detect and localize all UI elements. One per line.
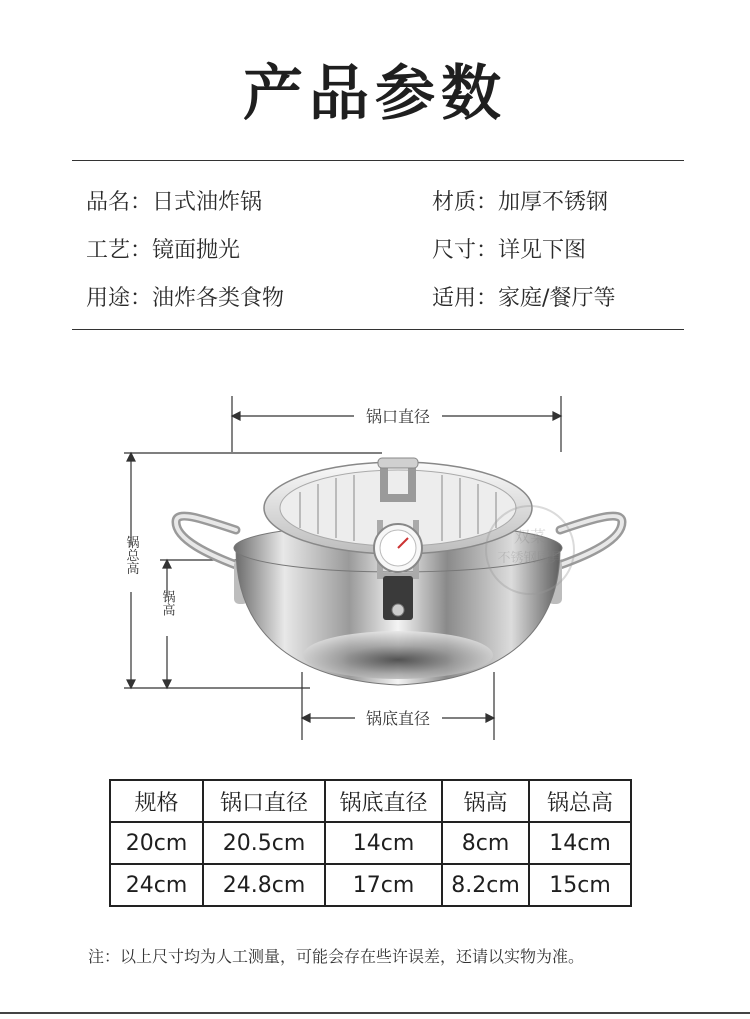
table-cell: 14cm: [529, 822, 631, 864]
spec-craft-value: 镜面抛光: [152, 238, 241, 263]
pot-illustration: [176, 458, 622, 685]
table-row: [110, 822, 631, 864]
table-cell: 20cm: [110, 822, 203, 864]
spec-suitable-key: 适用 ：: [432, 286, 498, 311]
header-cell: 规格: [110, 780, 203, 822]
table-cell: 8.2cm: [442, 864, 529, 906]
spec-size-value: 详见下图: [498, 238, 587, 263]
disclaimer-note: 注：以上尺寸均为人工测量，可能会存在些许误差，还请以实物为准。: [88, 947, 585, 966]
spec-craft-key: 工艺 ：: [86, 238, 152, 263]
spec-craft: [86, 233, 240, 264]
footer-divider: [0, 1012, 750, 1014]
spec-name-key: 品名 ：: [86, 190, 152, 215]
spec-name-value: 日式油炸锅: [152, 190, 263, 215]
table-cell: 8cm: [442, 822, 529, 864]
spec-suitable: [432, 281, 615, 312]
spec-material-key: 材质 ：: [432, 190, 498, 215]
total-height-label: 锅总高: [123, 535, 139, 575]
spec-suitable-value: 家庭/餐厅等: [498, 286, 616, 311]
size-table: [109, 779, 632, 907]
table-row: [110, 864, 631, 906]
spec-material-value: 加厚不锈钢: [498, 190, 609, 215]
table-cell: 24.8cm: [203, 864, 325, 906]
header-cell: 锅底直径: [325, 780, 442, 822]
spec-usage: [86, 281, 284, 312]
spec-material: [432, 185, 608, 216]
spec-name: [86, 185, 262, 216]
table-cell: 24cm: [110, 864, 203, 906]
spec-size-key: 尺寸 ：: [432, 238, 498, 263]
table-cell: 20.5cm: [203, 822, 325, 864]
spec-usage-key: 用途 ：: [86, 286, 152, 311]
table-cell: 17cm: [325, 864, 442, 906]
divider-bottom: [72, 329, 684, 330]
watermark-line1: 双菜: [513, 527, 547, 546]
mouth-diameter-label: 锅口直径: [365, 407, 431, 426]
page-title: 产品参数: [243, 59, 507, 129]
spec-size: [432, 233, 586, 264]
header-cell: 锅口直径: [203, 780, 325, 822]
pot-height-label: 锅高: [159, 590, 175, 616]
bottom-diameter-label: 锅底直径: [365, 709, 431, 728]
table-header-row: [110, 780, 631, 822]
pot-height-dimension: [160, 560, 240, 688]
header-cell: 锅高: [442, 780, 529, 822]
pot-diagram: [0, 380, 750, 750]
watermark-line2: 不锈钢厨具: [497, 551, 563, 566]
divider-top: [72, 160, 684, 161]
table-cell: 14cm: [325, 822, 442, 864]
spec-usage-value: 油炸各类食物: [152, 286, 285, 311]
header-cell: 锅总高: [529, 780, 631, 822]
table-cell: 15cm: [529, 864, 631, 906]
